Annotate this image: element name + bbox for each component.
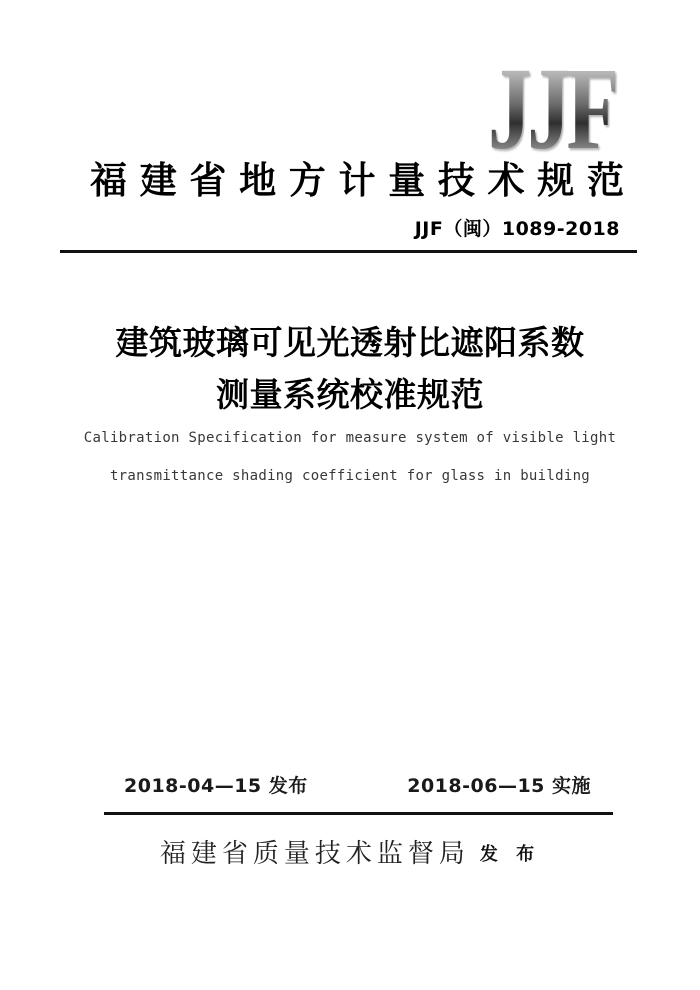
publisher-name: 福建省质量技术监督局	[159, 839, 470, 868]
title-chinese-line1: 建筑玻璃可见光透射比遮阳系数	[115, 323, 585, 362]
title-english-line1: Calibration Specification for measure system of visible light	[83, 430, 617, 446]
publisher-issued-label: 发 布	[479, 844, 541, 865]
issue-date: 2018-04—15 发布	[124, 775, 308, 797]
title-chinese-line2: 测量系统校准规范	[216, 375, 484, 414]
jjf-metallic-logo: JJF	[487, 43, 615, 174]
implementation-date: 2018-06—15 实施	[407, 775, 591, 797]
bottom-divider-rule	[104, 812, 613, 815]
top-divider-rule	[60, 250, 637, 253]
publisher-row	[0, 833, 700, 870]
title-english-line2: transmittance shading coefficient for glass in building	[109, 468, 591, 484]
specification-number: JJF（闽）1089-2018	[414, 218, 620, 240]
standard-category-heading: 福 建 省 地 方 计 量 技 术 规 范	[90, 161, 624, 202]
